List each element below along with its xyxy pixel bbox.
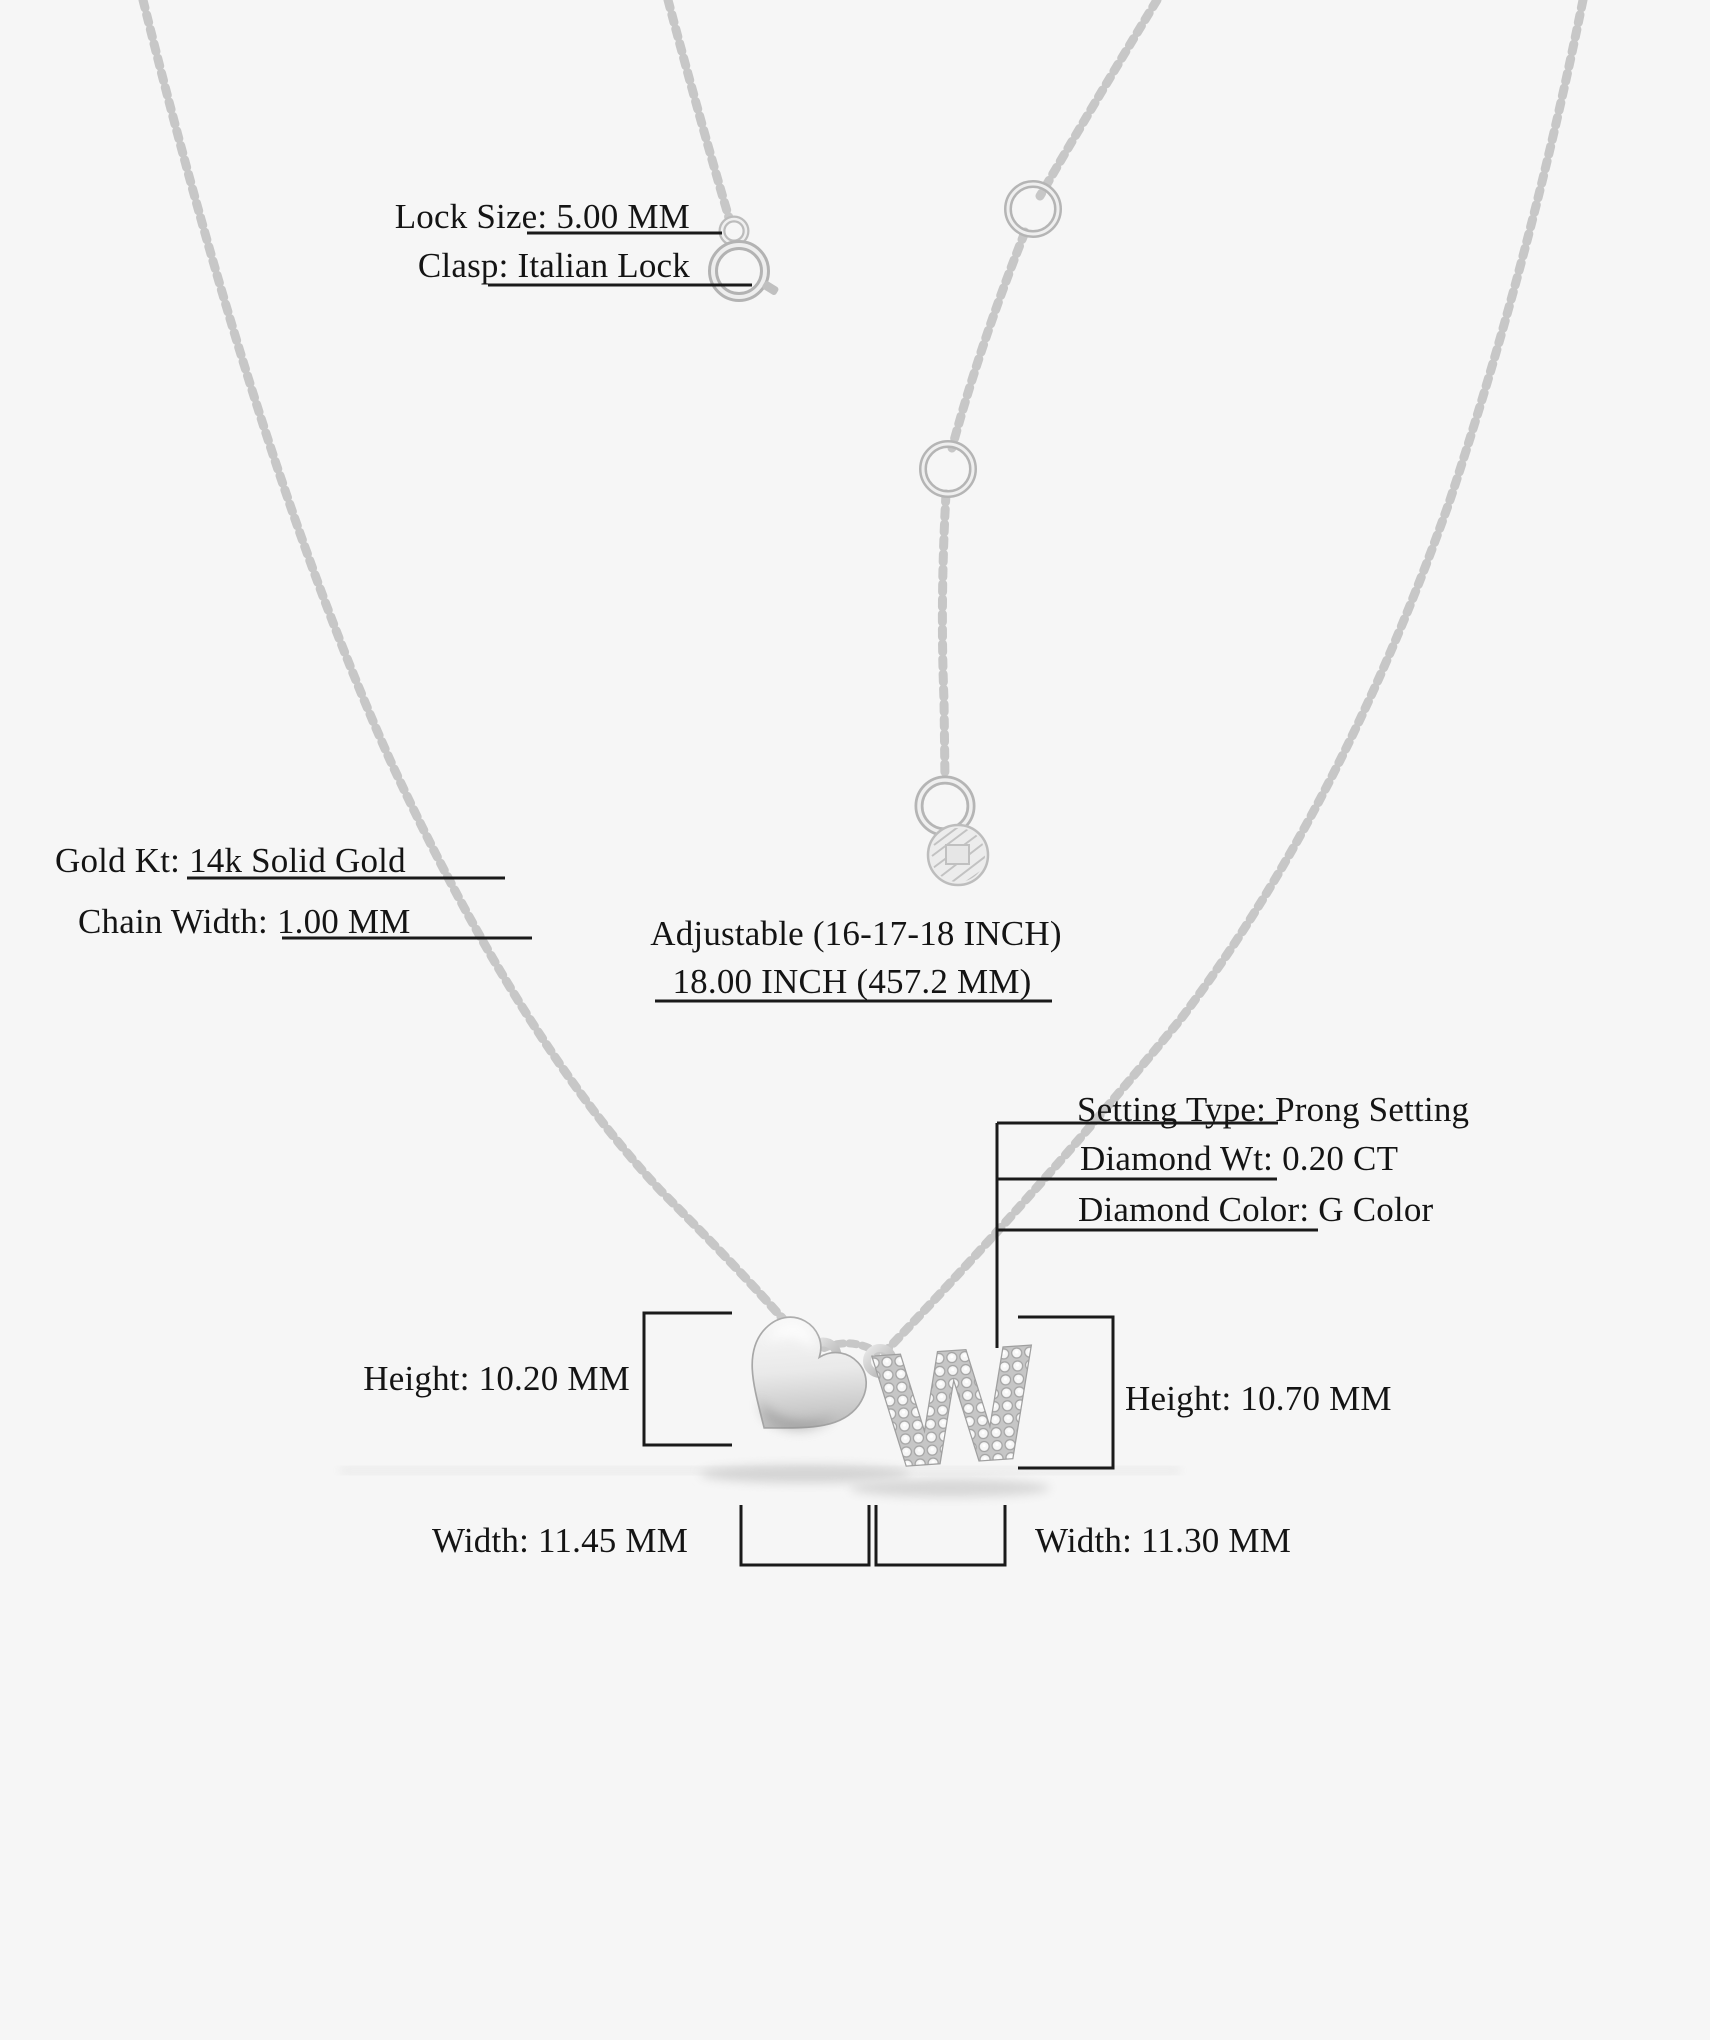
clasp-annotation (418, 246, 690, 286)
diamond-color-value: G Color (1318, 1190, 1434, 1229)
letter-width-value: 11.30 MM (1141, 1521, 1292, 1560)
diamond-wt-value: 0.20 CT (1282, 1139, 1399, 1178)
heart-height-value: 10.20 MM (478, 1359, 630, 1398)
heart-width-bracket (741, 1505, 869, 1565)
letter-width-annotation (1035, 1521, 1291, 1561)
adjustable-annotation-line2: 18.00 INCH (457.2 MM) (672, 962, 1032, 1001)
letter-height-value: 10.70 MM (1240, 1379, 1392, 1418)
letter-height-label: Height: (1125, 1379, 1232, 1418)
lock-size-label: Lock Size: (394, 197, 548, 236)
setting-type-annotation (1077, 1090, 1469, 1130)
heart-width-label: Width: (432, 1521, 530, 1560)
lock-size-annotation (395, 197, 690, 237)
letter-width-bracket (876, 1505, 1005, 1565)
setting-type-value: Prong Setting (1275, 1090, 1470, 1129)
heart-width-value: 11.45 MM (538, 1521, 689, 1560)
diamond-color-label: Diamond Color: (1078, 1190, 1310, 1229)
heart-height-bracket (644, 1313, 732, 1445)
diamond-color-annotation (1078, 1190, 1433, 1230)
diamond-wt-label: Diamond Wt: (1080, 1139, 1274, 1178)
pendant-shadow (340, 1465, 1180, 1497)
diamond-wt-annotation (1080, 1139, 1398, 1179)
chain-clasp-strand (668, 0, 729, 218)
chain-width-annotation (78, 902, 411, 942)
adjustable-annotation-line1: Adjustable (16-17-18 INCH) (650, 914, 1062, 953)
heart-height-label: Height: (363, 1359, 470, 1398)
brand-disc-tag (928, 825, 988, 885)
extender-rings (919, 184, 1058, 832)
letter-glyph: W (866, 1315, 1046, 1504)
lock-size-value: 5.00 MM (556, 197, 690, 236)
heart-pendant (716, 1304, 879, 1465)
setting-type-label: Setting Type: (1077, 1090, 1267, 1129)
letter-height-annotation (1125, 1379, 1392, 1419)
gold-kt-annotation (55, 841, 406, 881)
clasp-label: Clasp: (417, 246, 509, 285)
clasp-value: Italian Lock (517, 246, 690, 285)
gold-kt-value: 14k Solid Gold (189, 841, 406, 880)
heart-height-annotation (363, 1359, 630, 1399)
gold-kt-label: Gold Kt: (55, 841, 181, 880)
letter-width-label: Width: (1035, 1521, 1133, 1560)
heart-width-annotation (432, 1521, 688, 1561)
chain-extender-tail (942, 0, 1157, 780)
chain-width-value: 1.00 MM (276, 902, 411, 941)
letter-w-pendant (866, 1315, 1046, 1503)
chain-width-label: Chain Width: (78, 902, 268, 941)
